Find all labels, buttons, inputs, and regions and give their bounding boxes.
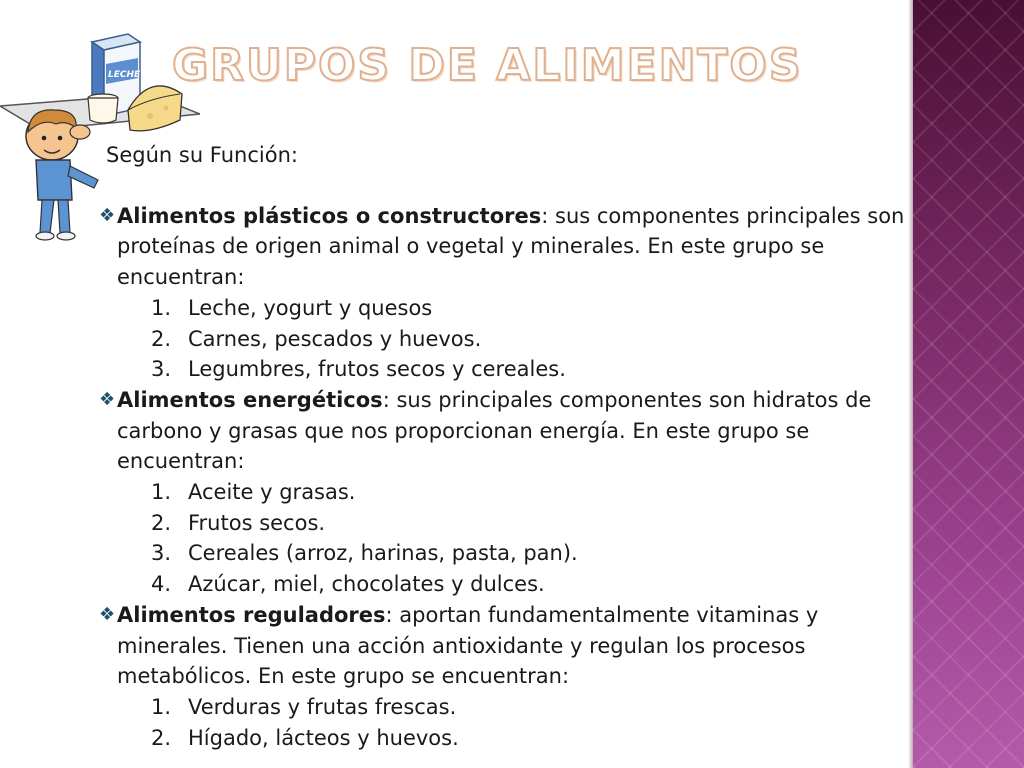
list-item (99, 293, 919, 324)
food-group-energy (99, 385, 919, 600)
group-description: : sus principales componentes son hidratos de carbono y grasas que nos proporcionan energía. En este grupo se encuentran: (117, 387, 872, 474)
item-text: Cereales (arroz, harinas, pasta, pan). (188, 541, 578, 566)
list-item (99, 569, 919, 600)
item-number: 2. (151, 326, 172, 351)
list-item (99, 354, 919, 385)
diamond-bullet-icon: ❖ (99, 204, 116, 226)
diamond-bullet-icon: ❖ (99, 603, 116, 625)
list-item (99, 477, 919, 508)
food-list (99, 477, 919, 600)
list-item (99, 723, 919, 754)
carton-label: LECHE (108, 70, 141, 80)
list-item (99, 692, 919, 723)
list-item (99, 508, 919, 539)
item-text: Aceite y grasas. (188, 480, 356, 505)
item-number: 1. (151, 480, 172, 505)
item-text: Verduras y frutas frescas. (188, 694, 457, 719)
decorative-side-band (913, 0, 1024, 768)
group-term: Alimentos energéticos (117, 387, 383, 412)
item-text: Carnes, pescados y huevos. (188, 326, 482, 351)
food-group-regulator (99, 600, 919, 754)
item-number: 1. (151, 295, 172, 320)
item-text: Legumbres, frutos secos y cereales. (188, 357, 566, 382)
group-description: : aportan fundamentalmente vitaminas y minerales. Tienen una acción antioxidante y regulan los procesos metabólicos. En este grupo se encuentran: (117, 602, 819, 689)
item-number: 2. (151, 510, 172, 535)
slide-title: GRUPOS DE ALIMENTOS (172, 40, 803, 91)
list-item (99, 324, 919, 355)
slide-body (99, 140, 919, 753)
section-subtitle: Según su Función: (106, 143, 298, 167)
food-group-plastic (99, 201, 919, 385)
yogurt-jar-icon (88, 94, 118, 123)
item-text: Frutos secos. (188, 510, 326, 535)
item-number: 4. (151, 572, 172, 597)
group-description: : sus componentes principales son proteínas de origen animal o vegetal y minerales. En este grupo se encuentran: (117, 203, 905, 290)
food-list (99, 692, 919, 753)
list-item (99, 538, 919, 569)
food-list (99, 293, 919, 385)
item-text: Hígado, lácteos y huevos. (188, 725, 459, 750)
group-term: Alimentos plásticos o constructores (117, 203, 542, 228)
diamond-bullet-icon: ❖ (99, 388, 116, 410)
item-number: 1. (151, 694, 172, 719)
item-text: Leche, yogurt y quesos (188, 295, 433, 320)
boy-figure-icon (26, 110, 98, 240)
item-number: 2. (151, 725, 172, 750)
item-number: 3. (151, 541, 172, 566)
item-number: 3. (151, 357, 172, 382)
item-text: Azúcar, miel, chocolates y dulces. (188, 572, 545, 597)
group-term: Alimentos reguladores (117, 602, 386, 627)
